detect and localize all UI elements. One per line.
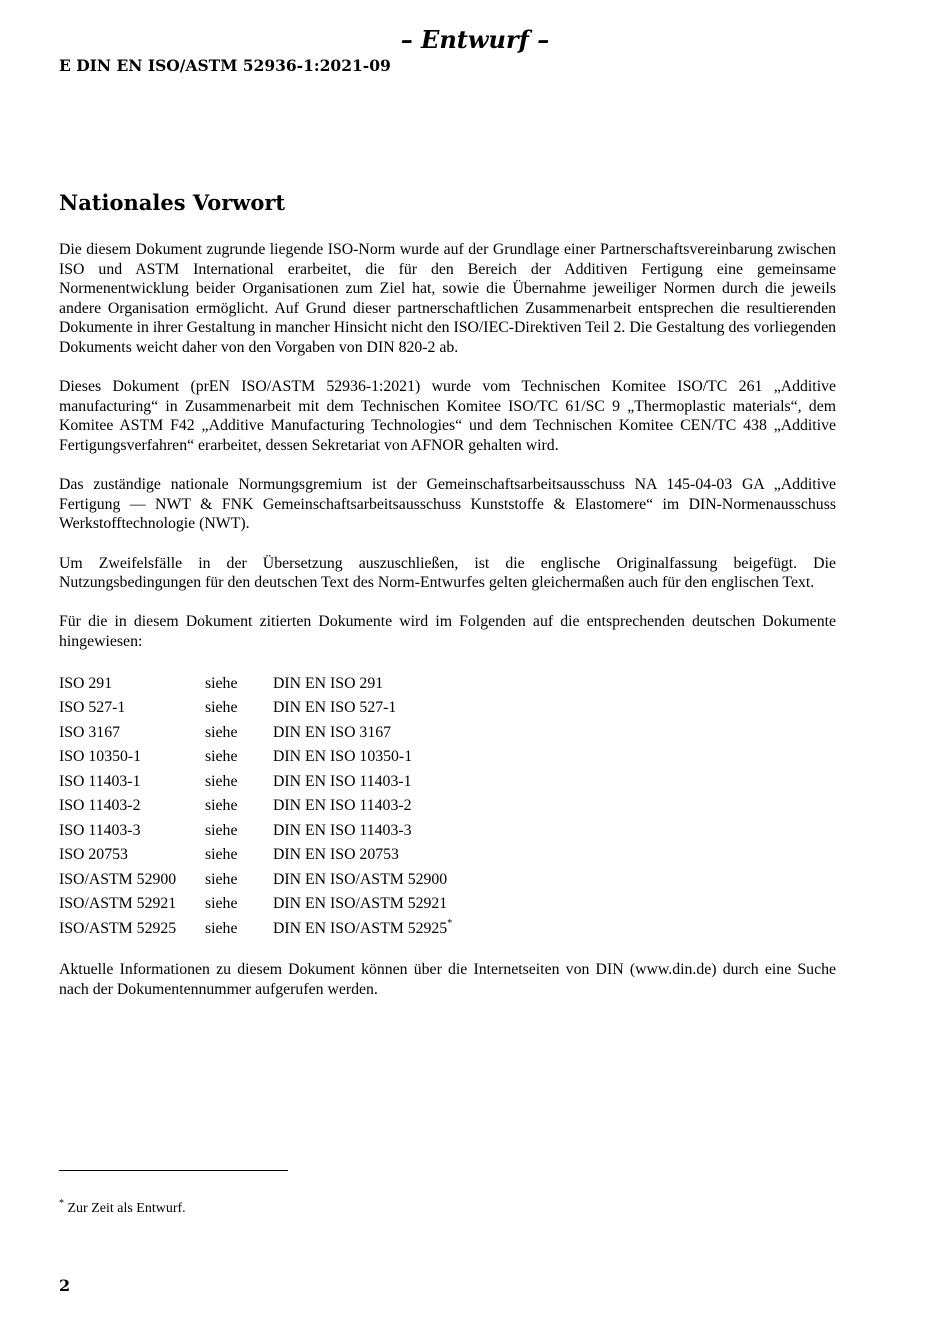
relation-label: siehe	[205, 723, 238, 741]
din-reference: DIN EN ISO 291	[273, 674, 384, 692]
paragraph: Um Zweifelsfälle in der Übersetzung auszuschließen, ist die englische Originalfassung beigefügt. Die Nutzungsbedingungen für den deutschen Text des Norm-Entwurfes gelten gleichermaßen auch für den englischen Text.	[59, 554, 836, 592]
din-reference-cell	[273, 916, 452, 941]
iso-reference: ISO/ASTM 52925	[59, 919, 177, 937]
reference-table	[59, 671, 452, 941]
iso-reference: ISO 11403-1	[59, 772, 141, 790]
reference-row	[59, 745, 452, 770]
footnote-text: Zur Zeit als Entwurf.	[64, 1201, 186, 1216]
reference-row	[59, 696, 452, 721]
din-reference: DIN EN ISO 3167	[273, 723, 392, 741]
relation-label: siehe	[205, 748, 238, 766]
relation-label: siehe	[205, 846, 238, 864]
reference-row	[59, 843, 452, 868]
reference-row	[59, 671, 452, 696]
iso-reference: ISO/ASTM 52921	[59, 895, 177, 913]
din-reference: DIN EN ISO 10350-1	[273, 748, 413, 766]
iso-reference: ISO 11403-2	[59, 797, 141, 815]
iso-reference: ISO/ASTM 52900	[59, 870, 177, 888]
reference-row	[59, 769, 452, 794]
iso-reference: ISO 3167	[59, 723, 120, 741]
iso-reference: ISO 10350-1	[59, 748, 142, 766]
relation-label: siehe	[205, 919, 238, 937]
footnote-reference-mark[interactable]: *	[447, 917, 453, 929]
din-reference: DIN EN ISO/ASTM 52925	[273, 919, 448, 937]
paragraph: Die diesem Dokument zugrunde liegende ISO-Norm wurde auf der Grundlage einer Partnerschaftsvereinbarung zwischen ISO und ASTM International erarbeitet, die für den Bereich der Additiven Fertigung eine gemeinsame Normenentwicklung beider Organisationen zum Ziel hat, sowie die Übernahme jeweiliger Normen durch die jeweils andere Organisation ermöglicht. Auf Grund dieser partnerschaftlichen Zusammenarbeit entsprechen die resultierenden Dokumente in ihrer Gestaltung in mancher Hinsicht nicht den ISO/IEC-Direktiven Teil 2. Die Gestaltung des vorliegenden Dokuments weicht daher von den Vorgaben von DIN 820-2 ab.	[59, 241, 836, 356]
relation-label: siehe	[205, 772, 238, 790]
reference-row	[59, 794, 452, 819]
paragraph: Das zuständige nationale Normungsgremium ist der Gemeinschaftsarbeitsausschuss NA 145-04-03 GA „Additive Fertigung — NWT & FNK Gemeinschaftsarbeitsausschuss Kunststoffe & Elastomere“ im DIN-Normenausschuss Werkstofftechnologie (NWT).	[59, 476, 836, 533]
section-title: Nationales Vorwort	[59, 190, 286, 215]
reference-row	[59, 720, 452, 745]
footnote-mark: *	[59, 1198, 64, 1209]
iso-reference: ISO 291	[59, 674, 113, 692]
din-reference: DIN EN ISO/ASTM 52900	[273, 870, 448, 888]
closing-paragraph: Aktuelle Informationen zu diesem Dokument können über die Internetseiten von DIN (www.din.de) durch eine Suche nach der Dokumentennummer aufgerufen werden.	[59, 961, 836, 998]
din-reference: DIN EN ISO 527-1	[273, 699, 397, 717]
reference-row	[59, 818, 452, 843]
din-reference: DIN EN ISO/ASTM 52921	[273, 895, 448, 913]
reference-row	[59, 867, 452, 892]
iso-reference: ISO 527-1	[59, 699, 126, 717]
din-reference: DIN EN ISO 11403-1	[273, 772, 412, 790]
din-reference: DIN EN ISO 20753	[273, 846, 399, 864]
footnote	[59, 1199, 186, 1219]
relation-label: siehe	[205, 821, 238, 839]
body-text	[59, 240, 836, 1019]
paragraph: Dieses Dokument (prEN ISO/ASTM 52936-1:2021) wurde vom Technischen Komitee ISO/TC 261 „Additive manufacturing“ in Zusammenarbeit mit dem Technischen Komitee ISO/TC 61/SC 9 „Thermoplastic materials“, dem Komitee ASTM F42 „Additive Manufacturing Technologies“ und dem Technischen Komitee CEN/TC 438 „Additive Fertigungsverfahren“ erarbeitet, dessen Sekretariat von AFNOR gehalten wird.	[59, 378, 836, 454]
iso-reference: ISO 20753	[59, 846, 128, 864]
relation-label: siehe	[205, 699, 238, 717]
iso-reference: ISO 11403-3	[59, 821, 141, 839]
din-reference: DIN EN ISO 11403-3	[273, 821, 412, 839]
din-reference: DIN EN ISO 11403-2	[273, 797, 412, 815]
page-number: 2	[59, 1276, 71, 1295]
paragraph: Für die in diesem Dokument zitierten Dokumente wird im Folgenden auf die entsprechenden deutschen Dokumente hingewiesen:	[59, 613, 836, 650]
document-id: E DIN EN ISO/ASTM 52936-1:2021-09	[59, 56, 391, 75]
relation-label: siehe	[205, 870, 238, 888]
relation-label: siehe	[205, 797, 238, 815]
draft-mark: – Entwurf –	[400, 25, 550, 54]
reference-row	[59, 916, 452, 941]
footnote-separator	[59, 1170, 288, 1171]
relation-label: siehe	[205, 895, 238, 913]
relation-label: siehe	[205, 674, 238, 692]
reference-row	[59, 892, 452, 917]
